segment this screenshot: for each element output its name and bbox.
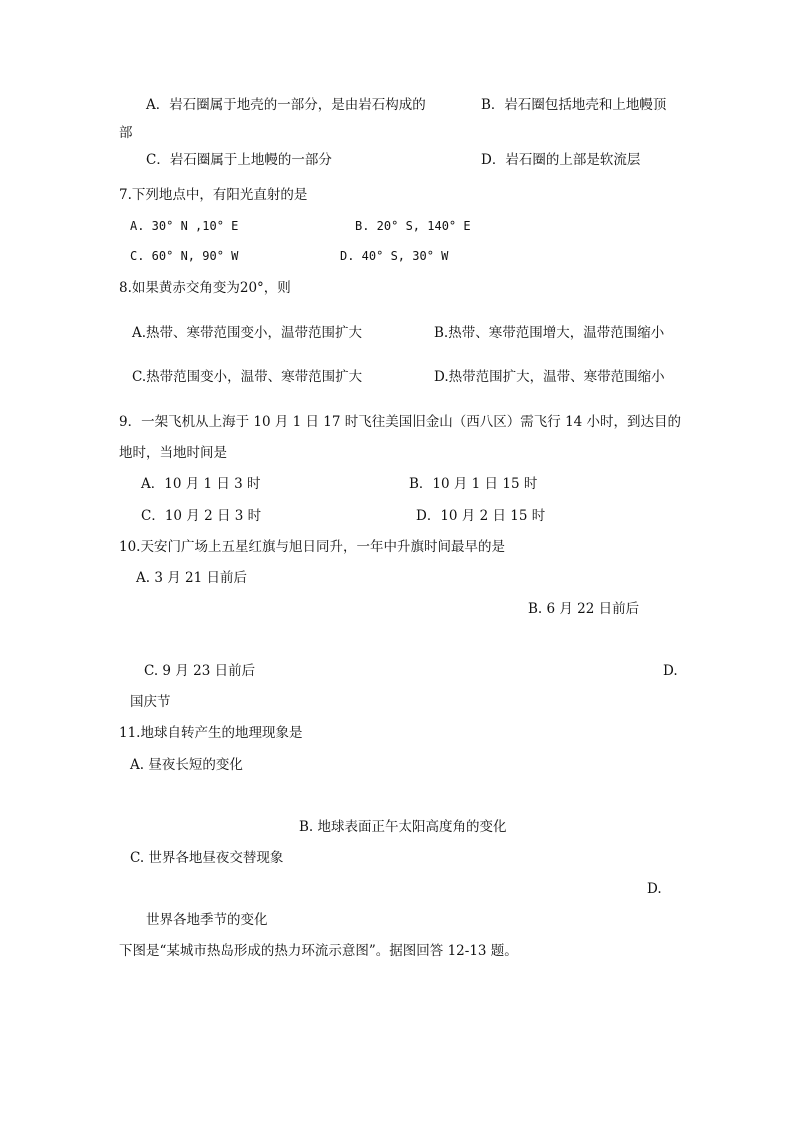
option-a: A. 昼夜长短的变化 xyxy=(130,757,243,773)
question-stem-continued: 地时，当地时间是 xyxy=(119,445,227,461)
option-b: B. 20° S, 140° E xyxy=(355,219,471,233)
option-d: D. 40° S, 30° W xyxy=(340,249,449,263)
option-d: D．10 月 2 日 15 时 xyxy=(416,508,546,524)
option-b: B．岩石圈包括地壳和上地幔顶 xyxy=(481,97,667,113)
option-d: D. xyxy=(647,881,662,897)
option-a: A. 3 月 21 日前后 xyxy=(136,570,247,586)
question-stem: 8.如果黄赤交角变为20°，则 xyxy=(119,280,291,296)
option-c: C．岩石圈属于上地幔的一部分 xyxy=(146,152,332,168)
question-stem: 11.地球自转产生的地理现象是 xyxy=(119,725,303,741)
option-a: A.热带、寒带范围变小，温带范围扩大 xyxy=(132,325,363,341)
option-d: D．岩石圈的上部是软流层 xyxy=(481,152,641,168)
option-b: B. 6 月 22 日前后 xyxy=(528,601,640,617)
option-b: B. 地球表面正午太阳高度角的变化 xyxy=(299,819,507,835)
question-stem: 7.下列地点中，有阳光直射的是 xyxy=(119,187,308,203)
option-a: A．岩石圈属于地壳的一部分，是由岩石构成的 xyxy=(146,97,426,113)
option-a: A．10 月 1 日 3 时 xyxy=(141,476,261,492)
option-d: D. xyxy=(663,663,678,679)
option-b: B.热带、寒带范围增大，温带范围缩小 xyxy=(434,325,665,341)
option-c: C. 9 月 23 日前后 xyxy=(144,663,256,679)
question-stem: 10.天安门广场上五星红旗与旭日同升，一年中升旗时间最早的是 xyxy=(119,539,505,555)
question-stem: 9．一架飞机从上海于 10 月 1 日 17 时飞往美国旧金山（西八区）需飞行 14 小时，到达目的 xyxy=(119,414,682,430)
option-c: C．10 月 2 日 3 时 xyxy=(141,508,262,524)
option-b: B．10 月 1 日 15 时 xyxy=(409,476,538,492)
option-d-text: 世界各地季节的变化 xyxy=(146,912,268,928)
figure-intro: 下图是“某城市热岛形成的热力环流示意图”。据图回答 12-13 题。 xyxy=(119,943,518,959)
option-b-continued: 部 xyxy=(119,125,133,141)
option-d-text: 国庆节 xyxy=(130,694,171,710)
option-c: C. 60° N, 90° W xyxy=(130,249,239,263)
option-a: A. 30° N ,10° E xyxy=(130,219,239,233)
option-d: D.热带范围扩大，温带、寒带范围缩小 xyxy=(434,369,665,385)
option-c: C. 世界各地昼夜交替现象 xyxy=(130,850,284,866)
option-c: C.热带范围变小，温带、寒带范围扩大 xyxy=(132,369,363,385)
